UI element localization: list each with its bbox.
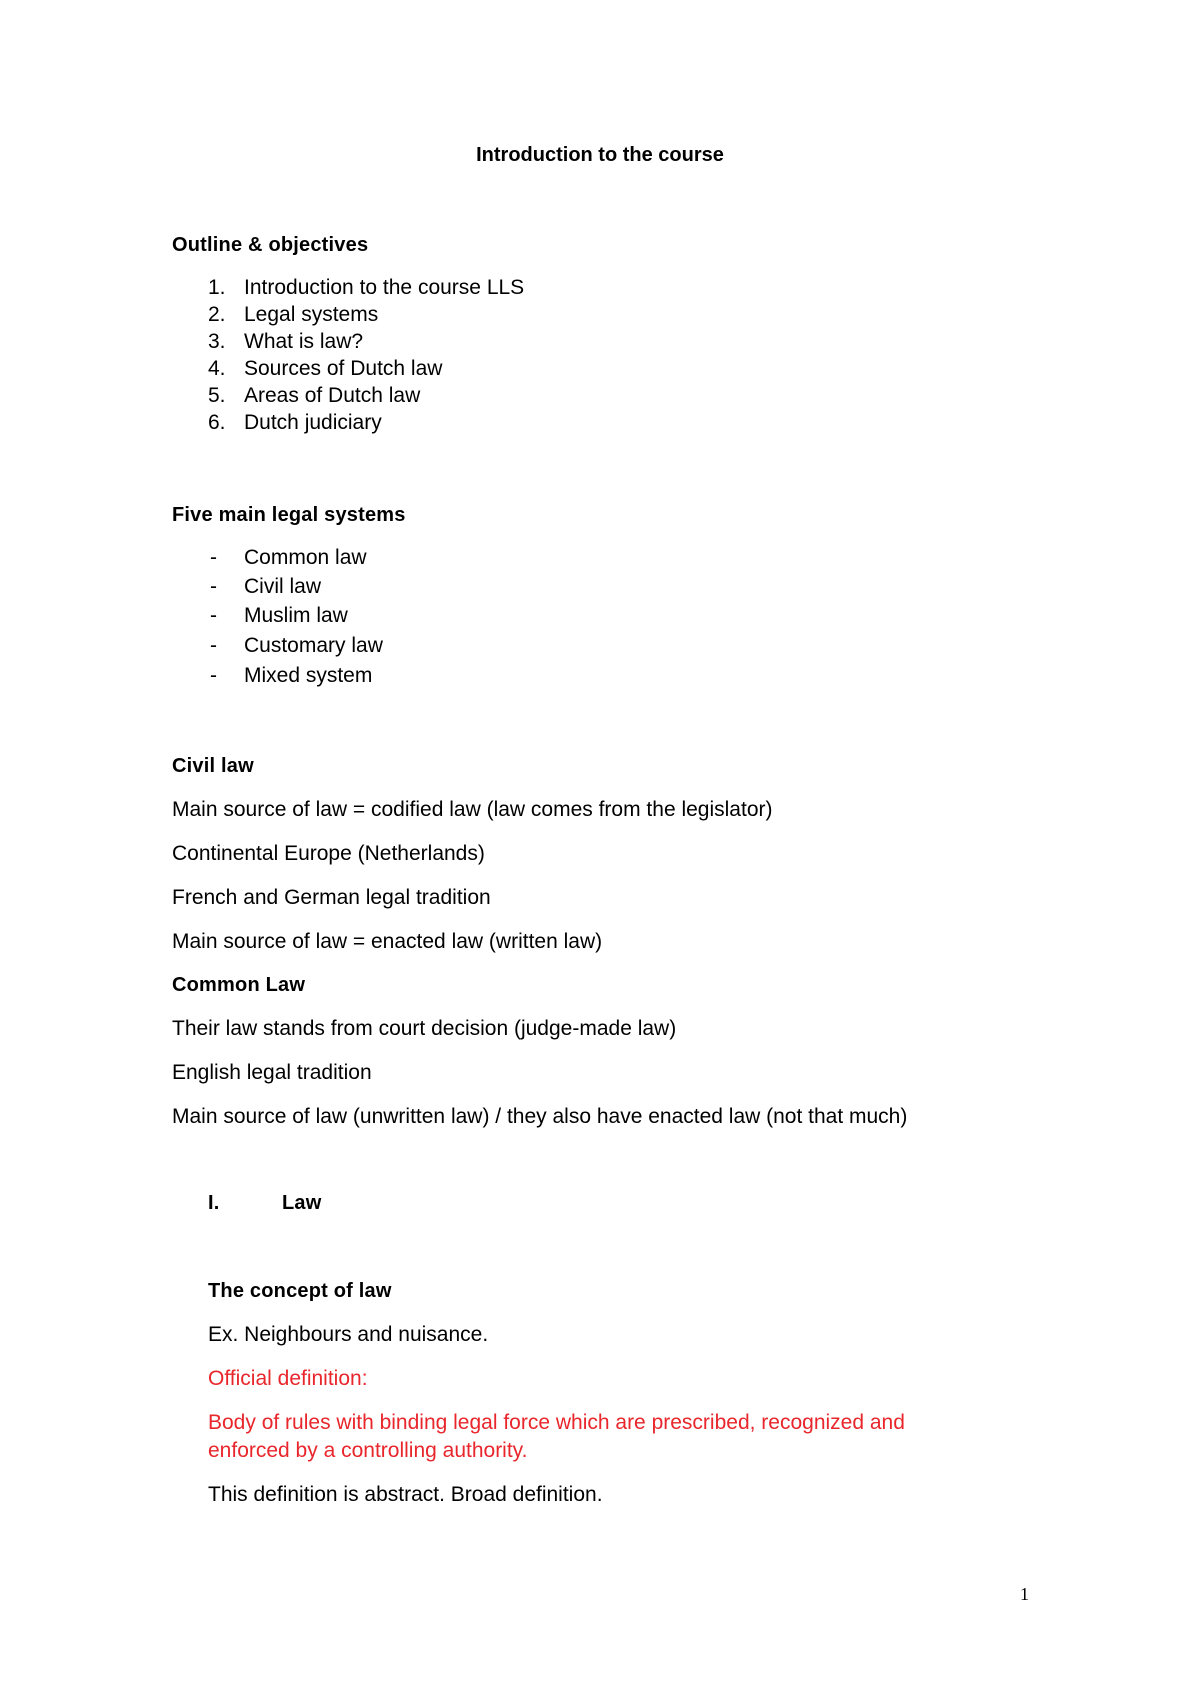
list-number: 1.: [208, 276, 226, 299]
list-number: 2.: [208, 303, 226, 326]
definition-label: Official definition:: [208, 1367, 368, 1390]
list-item-text: What is law?: [244, 330, 364, 353]
definition-note: This definition is abstract. Broad definition.: [208, 1483, 603, 1506]
list-item-text: Common law: [244, 546, 367, 569]
outline-heading: Outline & objectives: [172, 234, 369, 256]
concept-example: Ex. Neighbours and nuisance.: [208, 1323, 489, 1346]
list-number: 6.: [208, 411, 226, 434]
list-item-text: Introduction to the course LLS: [244, 276, 525, 299]
list-number: 4.: [208, 357, 226, 380]
list-bullet: -: [210, 546, 217, 569]
civil-law-paragraph: Main source of law = enacted law (written law): [172, 930, 603, 953]
definition-text-line: enforced by a controlling authority.: [208, 1439, 528, 1462]
list-bullet: -: [210, 604, 217, 627]
list-number: 5.: [208, 384, 226, 407]
civil-law-paragraph: French and German legal tradition: [172, 886, 491, 909]
civil-law-paragraph: Main source of law = codified law (law comes from the legislator): [172, 798, 773, 821]
common-law-paragraph: Their law stands from court decision (judge-made law): [172, 1017, 677, 1040]
concept-heading: The concept of law: [208, 1280, 392, 1302]
document-title: Introduction to the course: [476, 144, 724, 166]
systems-heading: Five main legal systems: [172, 504, 406, 526]
list-item-text: Mixed system: [244, 664, 373, 687]
civil-law-heading: Civil law: [172, 755, 254, 777]
list-bullet: -: [210, 575, 217, 598]
list-item-text: Civil law: [244, 575, 322, 598]
common-law-paragraph: English legal tradition: [172, 1061, 372, 1084]
list-item-text: Muslim law: [244, 604, 348, 627]
section-title: Law: [282, 1192, 322, 1214]
list-item-text: Legal systems: [244, 303, 379, 326]
list-item-text: Areas of Dutch law: [244, 384, 421, 407]
list-item-text: Sources of Dutch law: [244, 357, 443, 380]
civil-law-paragraph: Continental Europe (Netherlands): [172, 842, 485, 865]
list-bullet: -: [210, 634, 217, 657]
list-bullet: -: [210, 664, 217, 687]
section-numeral: I.: [208, 1192, 220, 1214]
list-number: 3.: [208, 330, 226, 353]
common-law-paragraph: Main source of law (unwritten law) / they also have enacted law (not that much): [172, 1105, 908, 1128]
page-number: 1: [1020, 1584, 1029, 1604]
common-law-heading: Common Law: [172, 974, 306, 996]
definition-text-line: Body of rules with binding legal force which are prescribed, recognized and: [208, 1411, 905, 1434]
list-item-text: Customary law: [244, 634, 383, 657]
list-item-text: Dutch judiciary: [244, 411, 382, 434]
